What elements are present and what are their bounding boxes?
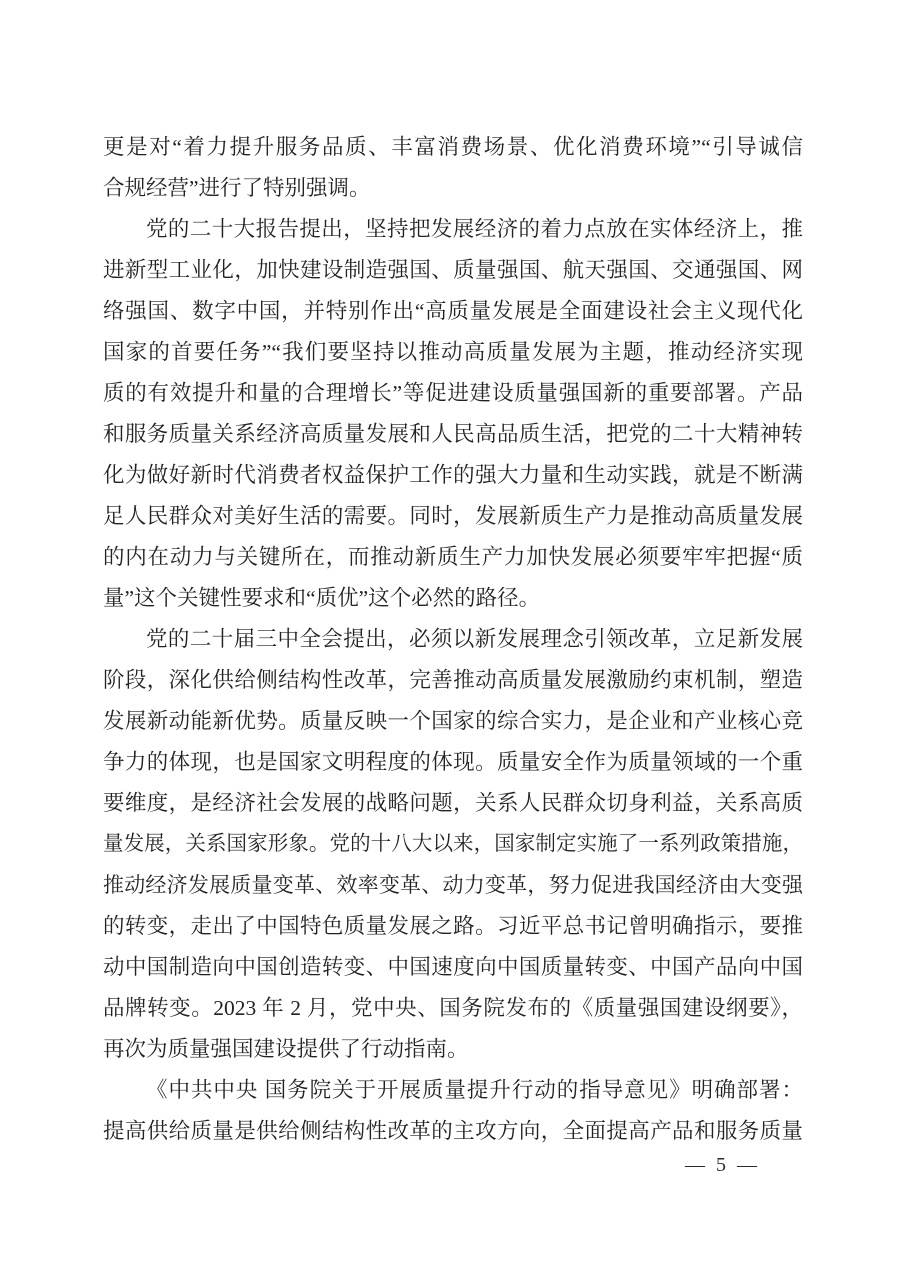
text-line: 的内在动力与关键所在，而推动新质生产力加快发展必须要牢牢把握“质 bbox=[103, 545, 803, 569]
text-line: 更是对“着力提升服务品质、丰富消费场景、优化消费环境”“引导诚信 bbox=[103, 135, 803, 159]
text-line: 络强国、数字中国，并特别作出“高质量发展是全面建设社会主义现代化 bbox=[103, 299, 803, 323]
text-line: 足人民群众对美好生活的需要。同时，发展新质生产力是推动高质量发展 bbox=[103, 504, 803, 528]
text-line: 合规经营”进行了特别强调。 bbox=[103, 176, 371, 200]
text-line: 动中国制造向中国创造转变、中国速度向中国质量转变、中国产品向中国 bbox=[103, 955, 803, 979]
document-body bbox=[103, 127, 803, 1152]
text-line: 量”这个关键性要求和“质优”这个必然的路径。 bbox=[103, 586, 541, 610]
text-line: 党的二十大报告提出，坚持把发展经济的着力点放在实体经济上，推 bbox=[146, 217, 803, 241]
text-line: 的转变，走出了中国特色质量发展之路。习近平总书记曾明确指示，要推 bbox=[103, 914, 803, 938]
text-line: 量发展，关系国家形象。党的十八大以来，国家制定实施了一系列政策措施， bbox=[103, 833, 803, 855]
text-line: 国家的首要任务”“我们要坚持以推动高质量发展为主题，推动经济实现 bbox=[103, 340, 803, 364]
text-line: 阶段，深化供给侧结构性改革，完善推动高质量发展激励约束机制，塑造 bbox=[103, 668, 803, 692]
text-line: 《中共中央 国务院关于开展质量提升行动的指导意见》明确部署： bbox=[146, 1078, 803, 1102]
text-line: 提高供给质量是供给侧结构性改革的主攻方向，全面提高产品和服务质量 bbox=[103, 1119, 803, 1143]
text-line: 品牌转变。2023 年 2 月，党中央、国务院发布的《质量强国建设纲要》， bbox=[103, 996, 803, 1020]
text-line: 党的二十届三中全会提出，必须以新发展理念引领改革，立足新发展 bbox=[146, 627, 803, 651]
text-line: 发展新动能新优势。质量反映一个国家的综合实力，是企业和产业核心竞 bbox=[103, 709, 803, 733]
text-line: 争力的体现，也是国家文明程度的体现。质量安全作为质量领域的一个重 bbox=[103, 750, 803, 774]
text-line: 进新型工业化，加快建设制造强国、质量强国、航天强国、交通强国、网 bbox=[103, 258, 803, 282]
page-number: — 5 — bbox=[685, 1154, 760, 1176]
text-line: 和服务质量关系经济高质量发展和人民高品质生活，把党的二十大精神转 bbox=[103, 422, 803, 446]
text-line: 质的有效提升和量的合理增长”等促进建设质量强国新的重要部署。产品 bbox=[103, 381, 803, 405]
text-line: 推动经济发展质量变革、效率变革、动力变革，努力促进我国经济由大变强 bbox=[103, 873, 803, 897]
text-line: 要维度，是经济社会发展的战略问题，关系人民群众切身利益，关系高质 bbox=[103, 791, 803, 815]
text-line: 化为做好新时代消费者权益保护工作的强大力量和生动实践，就是不断满 bbox=[103, 463, 803, 487]
text-line: 再次为质量强国建设提供了行动指南。 bbox=[103, 1037, 469, 1061]
